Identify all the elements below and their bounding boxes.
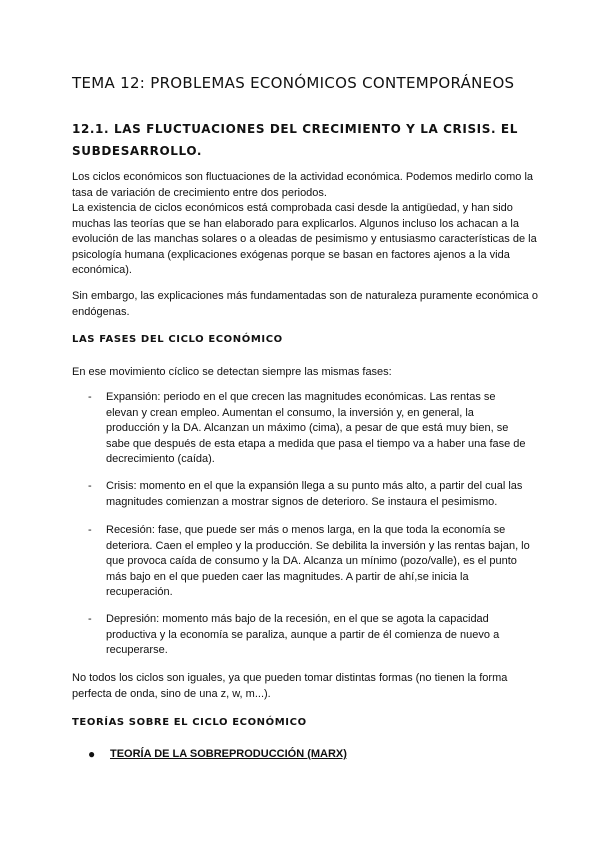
phase-text: Depresión: momento más bajo de la recesión, en el que se agota la capacidad productiva y la economía se paraliza, aunque a partir de él comienza de nuevo a recuperarse.	[106, 613, 500, 656]
phases-heading: LAS FASES DEL CICLO ECONÓMICO	[72, 334, 283, 345]
list-dash: -	[88, 391, 92, 403]
intro-paragraph	[72, 170, 540, 279]
section-title: 12.1. LAS FLUCTUACIONES DEL CRECIMIENTO Y LA CRISIS. EL SUBDESARROLLO.	[72, 122, 518, 158]
intro-text-1: Los ciclos económicos son fluctuaciones de la actividad económica. Podemos medirlo como la tasa de variación de crecimiento entre dos periodos.	[72, 171, 534, 199]
closing-paragraph: No todos los ciclos son iguales, ya que pueden tomar distintas formas (no tienen la forma perfecta de onda, sino de una z, w, m...).	[72, 672, 508, 700]
phases-intro: En ese movimiento cíclico se detectan siempre las mismas fases:	[72, 366, 392, 378]
intro-paragraph-3: Sin embargo, las explicaciones más fundamentadas son de naturaleza puramente económica o endógenas.	[72, 290, 538, 318]
list-dash: -	[88, 480, 92, 492]
intro-text-2: La existencia de ciclos económicos está comprobada casi desde la antigüedad, y han sido muchas las teorías que se han elaborado para explicarlos. Algunos incluso los achacan a la evolución de las manchas solares o a oleadas de pesimismo y entusiasmo características de la psicología humana (explicaciones exógenas porque se basan en factores ajenos a la vida económica).	[72, 202, 537, 276]
document-title: TEMA 12: PROBLEMAS ECONÓMICOS CONTEMPORÁNEOS	[72, 74, 515, 92]
theories-heading: TEORÍAS SOBRE EL CICLO ECONÓMICO	[72, 717, 307, 728]
list-dash: -	[88, 613, 92, 625]
phase-text: Expansión: periodo en el que crecen las magnitudes económicas. Las rentas se elevan y crean empleo. Aumentan el consumo, la inversión y, en general, la producción y la DA. Alcanzan un máximo (cima), a pesar de que está muy bien, se sabe que después de esta etapa a medida que pasa el tiempo va a haber una fase de decrecimiento (caída).	[106, 391, 526, 465]
theory-label: TEORÍA DE LA SOBREPRODUCCIÓN (MARX)	[110, 748, 347, 760]
list-dash: -	[88, 524, 92, 536]
bullet-icon: ●	[88, 747, 96, 761]
phase-text: Crisis: momento en el que la expansión llega a su punto más alto, a partir del cual las magnitudes comienzan a mostrar signos de deterioro. Se instaura el pesimismo.	[106, 480, 523, 508]
phase-text: Recesión: fase, que puede ser más o menos larga, en la que toda la economía se deteriora. Caen el empleo y la producción. Se debilita la inversión y las rentas bajan, lo que provoca caída de consumo y la DA. Alcanza un mínimo (pozo/valle), es el punto más bajo en el que pueden caer las magnitudes. A partir de ahí,se inicia la recuperación.	[106, 524, 530, 598]
